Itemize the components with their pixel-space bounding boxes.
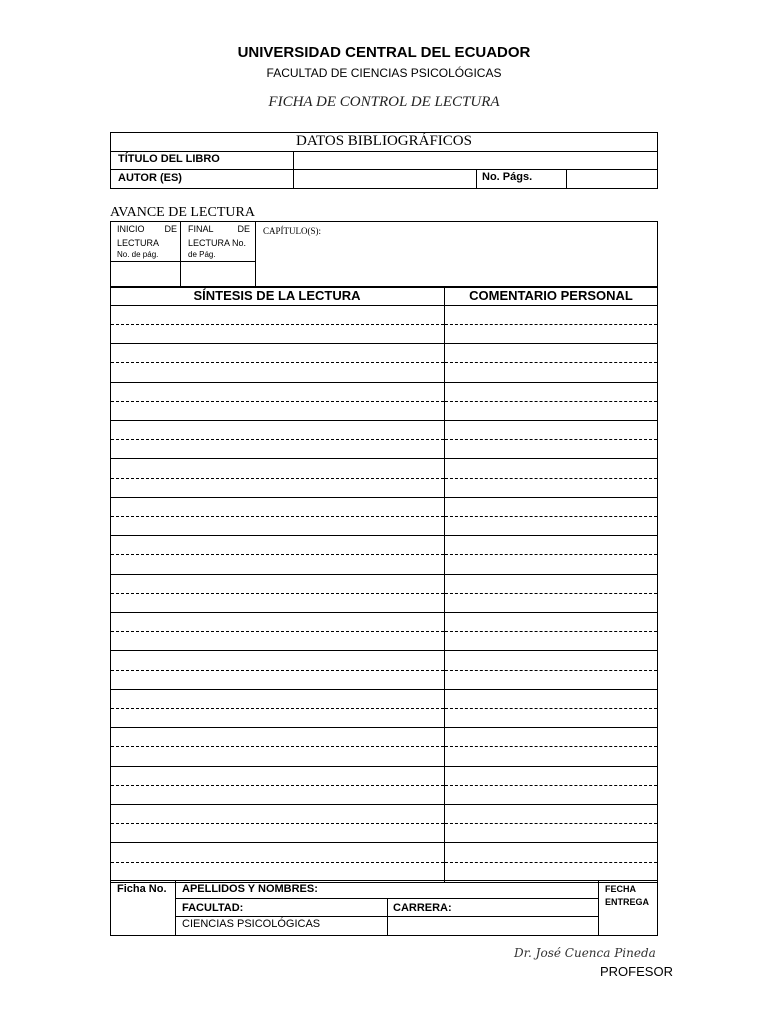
ruled-line bbox=[445, 497, 657, 498]
ruled-line bbox=[445, 650, 657, 651]
ruled-line bbox=[445, 593, 657, 594]
ruled-line bbox=[445, 362, 657, 363]
ruled-line bbox=[445, 804, 657, 805]
chapters-label: CAPÍTULO(S): bbox=[263, 226, 321, 236]
ruled-line bbox=[111, 439, 444, 440]
university-name: UNIVERSIDAD CENTRAL DEL ECUADOR bbox=[237, 44, 531, 61]
ruled-line bbox=[111, 842, 444, 843]
ruled-line bbox=[445, 516, 657, 517]
ruled-line bbox=[111, 727, 444, 728]
ruled-line bbox=[111, 324, 444, 325]
synthesis-heading: SÍNTESIS DE LA LECTURA bbox=[193, 288, 361, 303]
ruled-line bbox=[111, 401, 444, 402]
end-page-label: FINAL DE LECTURA No. de Pág. bbox=[188, 224, 250, 259]
ruled-line bbox=[445, 612, 657, 613]
ruled-line bbox=[111, 420, 444, 421]
ruled-line bbox=[445, 535, 657, 536]
ruled-line bbox=[111, 458, 444, 459]
ruled-line bbox=[111, 631, 444, 632]
ruled-line bbox=[111, 362, 444, 363]
ruled-line bbox=[111, 823, 444, 824]
start-page-field[interactable] bbox=[111, 262, 180, 287]
ruled-line bbox=[111, 804, 444, 805]
delivery-date-field[interactable] bbox=[599, 911, 657, 935]
book-title-field[interactable] bbox=[294, 152, 657, 169]
ruled-line bbox=[445, 708, 657, 709]
ruled-line bbox=[445, 766, 657, 767]
ruled-line bbox=[111, 497, 444, 498]
ruled-line bbox=[445, 401, 657, 402]
ruled-line bbox=[111, 535, 444, 536]
bibliographic-heading: DATOS BIBLIOGRÁFICOS bbox=[295, 133, 472, 149]
ruled-line bbox=[111, 554, 444, 555]
ruled-line bbox=[445, 842, 657, 843]
comment-heading: COMENTARIO PERSONAL bbox=[469, 288, 633, 303]
chapters-field[interactable] bbox=[256, 222, 657, 287]
pages-field[interactable] bbox=[567, 170, 657, 188]
ruled-line bbox=[111, 670, 444, 671]
author-field[interactable] bbox=[294, 170, 475, 188]
delivery-date-label: FECHA ENTREGA bbox=[605, 884, 650, 907]
ruled-line bbox=[111, 746, 444, 747]
career-label: CARRERA: bbox=[393, 902, 452, 914]
ruled-line bbox=[111, 650, 444, 651]
ruled-line bbox=[111, 343, 444, 344]
ruled-line bbox=[111, 516, 444, 517]
faculty-name: FACULTAD DE CIENCIAS PSICOLÓGICAS bbox=[266, 66, 502, 80]
ruled-line bbox=[111, 766, 444, 767]
ruled-line bbox=[111, 382, 444, 383]
ruled-line bbox=[445, 324, 657, 325]
ruled-line bbox=[445, 823, 657, 824]
ruled-line bbox=[445, 746, 657, 747]
ruled-line bbox=[111, 689, 444, 690]
start-page-label: INICIO DE LECTURA No. de pág. bbox=[117, 224, 177, 259]
professor-signature: Dr. José Cuenca Pineda bbox=[514, 946, 656, 960]
ruled-line bbox=[445, 554, 657, 555]
ruled-line bbox=[445, 785, 657, 786]
ruled-line bbox=[445, 439, 657, 440]
ruled-line bbox=[445, 574, 657, 575]
ruled-line bbox=[445, 343, 657, 344]
end-page-field[interactable] bbox=[181, 262, 255, 287]
ruled-line bbox=[445, 420, 657, 421]
ruled-line bbox=[445, 382, 657, 383]
ruled-line bbox=[445, 631, 657, 632]
ruled-line bbox=[111, 574, 444, 575]
ruled-line bbox=[445, 862, 657, 863]
faculty-label: FACULTAD: bbox=[182, 902, 244, 914]
faculty-value: CIENCIAS PSICOLÓGICAS bbox=[182, 918, 321, 930]
ruled-line bbox=[111, 785, 444, 786]
ruled-line bbox=[111, 612, 444, 613]
ruled-line bbox=[111, 708, 444, 709]
ruled-line bbox=[445, 458, 657, 459]
ruled-line bbox=[111, 593, 444, 594]
ruled-line bbox=[111, 862, 444, 863]
career-field[interactable] bbox=[388, 917, 597, 935]
ruled-line bbox=[445, 478, 657, 479]
ficha-number-label: Ficha No. bbox=[117, 883, 167, 895]
author-label: AUTOR (ES) bbox=[118, 172, 182, 184]
ruled-line bbox=[445, 670, 657, 671]
ruled-line bbox=[445, 727, 657, 728]
book-title-label: TÍTULO DEL LIBRO bbox=[118, 153, 220, 165]
names-field[interactable] bbox=[312, 881, 597, 898]
reading-progress-heading: AVANCE DE LECTURA bbox=[110, 205, 255, 220]
pages-label: No. Págs. bbox=[482, 171, 533, 183]
ruled-line bbox=[111, 478, 444, 479]
ruled-line bbox=[445, 689, 657, 690]
names-label: APELLIDOS Y NOMBRES: bbox=[182, 883, 318, 895]
comment-writing-area[interactable] bbox=[445, 306, 657, 882]
form-title: FICHA DE CONTROL DE LECTURA bbox=[268, 94, 500, 110]
synthesis-writing-area[interactable] bbox=[111, 306, 444, 882]
professor-role: PROFESOR bbox=[600, 964, 673, 979]
